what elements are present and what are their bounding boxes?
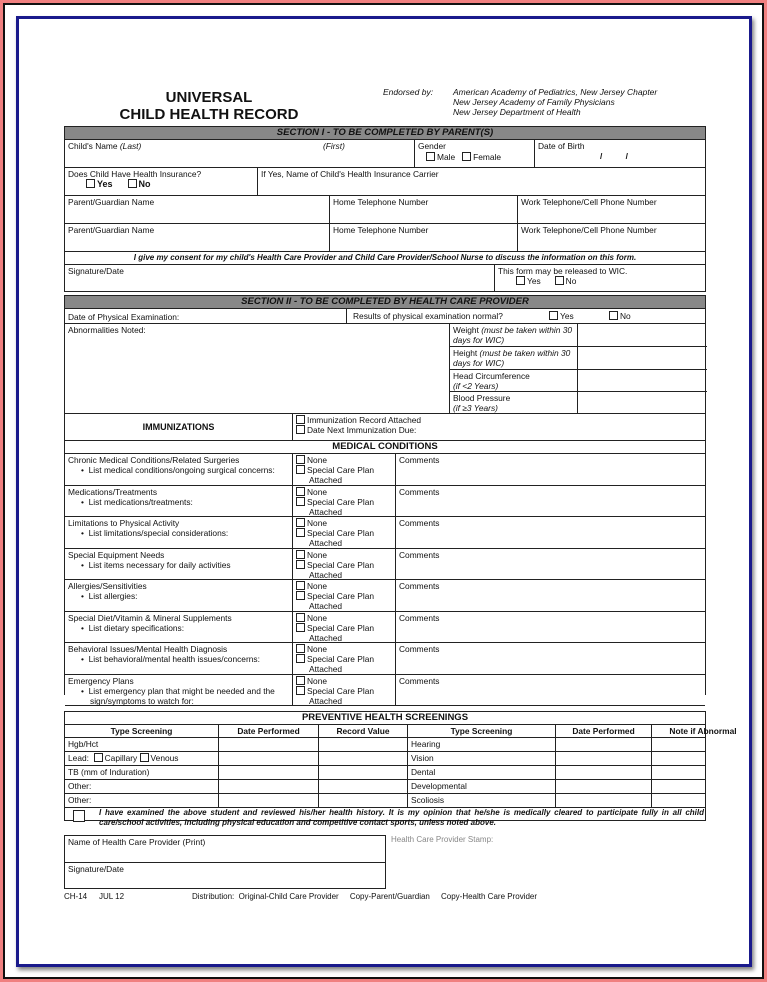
column-header: Date Performed [219,725,319,737]
medical-row [65,675,705,707]
label: Attached [309,506,343,517]
form-code: CH-14 [64,892,88,901]
column-header: Date Performed [556,725,652,737]
screening-type [65,738,219,751]
wic-yes-checkbox[interactable] [516,276,525,285]
label: Comments [399,455,440,465]
screening-input[interactable] [319,766,408,779]
label: Signature/Date [68,864,124,874]
label: Scoliosis [411,795,445,805]
none-checkbox[interactable] [296,581,305,590]
label: List dietary specifications: [88,622,185,633]
label: Special Care Plan [307,465,375,475]
condition-label [65,580,293,611]
label: No [620,311,631,321]
label: Attached [309,695,343,706]
bp-input[interactable] [578,392,707,414]
none-checkbox[interactable] [296,676,305,685]
care-plan-checkbox[interactable] [296,560,305,569]
label: Allergies/Sensitivities [68,581,147,591]
abnormalities-field[interactable] [65,324,450,413]
label: Special Care Plan [307,622,375,633]
provider-signature-field[interactable] [65,863,385,889]
care-plan-checkbox[interactable] [296,497,305,506]
label: Comments [399,549,440,560]
condition-label [65,454,293,485]
endorsed-label: Endorsed by: [383,87,434,97]
label: Date of Physical Examination: [68,312,180,322]
column-header: Record Value [319,725,408,737]
label: Lead: [68,753,89,763]
label: Work Telephone/Cell Phone Number [521,197,657,207]
screenings-header: PREVENTIVE HEALTH SCREENINGS [65,712,705,725]
label: Special Equipment Needs [68,549,165,560]
none-checkbox[interactable] [296,455,305,464]
immunization-options [293,414,707,440]
home-phone-field[interactable] [330,196,518,223]
label: Parent/Guardian Name [68,197,155,207]
label: Yes [560,311,574,321]
label: Date Next Immunization Due: [307,425,417,435]
label: Comments [399,581,440,591]
carrier-field[interactable] [258,168,707,195]
label: Comments [399,518,440,528]
none-checkbox[interactable] [296,487,305,496]
condition-label [65,675,293,706]
label: (must be taken within 30 days for WIC) [453,325,573,345]
label: None [307,486,328,497]
screening-input[interactable] [219,794,319,807]
condition-options [293,454,396,485]
screening-type [408,738,556,751]
work-phone-field[interactable] [518,196,707,223]
label: List medical conditions/ongoing surgical concerns: [88,465,275,475]
label: Yes [97,179,113,189]
screening-type [65,766,219,779]
label: List limitations/special considerations: [88,528,229,538]
label: None [307,581,328,591]
label: / / [600,151,628,161]
screening-type [408,766,556,779]
label: None [307,612,328,623]
dob-field[interactable] [535,140,706,167]
screening-input[interactable] [319,780,408,793]
label: Blood Pressure [453,393,511,403]
label: No [565,276,577,286]
screening-type [65,794,219,807]
title-line2: CHILD HEALTH RECORD [119,106,299,123]
section1-table [64,126,706,292]
screenings-header-row [65,725,737,738]
medical-row [65,549,705,581]
medical-row [65,486,705,518]
guardian-name-field[interactable] [65,196,330,223]
label: Home Telephone Number [333,197,429,207]
label: Gender [418,141,446,151]
work-phone-field[interactable] [518,224,707,251]
label: Special Care Plan [307,559,375,570]
label: Attached [309,538,343,548]
condition-label [65,517,293,548]
screening-input[interactable] [556,766,652,779]
condition-label [65,612,293,643]
label: (Last) [119,141,142,151]
none-checkbox[interactable] [296,518,305,527]
guardian-row [65,224,705,252]
none-checkbox[interactable] [296,550,305,559]
screening-type [65,780,219,793]
insurance-question [65,168,258,195]
normal-no-checkbox[interactable] [609,311,618,320]
comments-field[interactable] [396,580,707,611]
label: Other: [68,795,92,805]
label: Comments [399,644,440,654]
screening-row [65,780,705,794]
label: (First) [323,141,345,151]
label: None [307,644,328,654]
label: (if ≥3 Years) [453,403,498,413]
label: None [307,549,328,560]
none-checkbox[interactable] [296,644,305,653]
comments-field[interactable] [396,612,707,643]
bullet-icon: • [81,528,89,538]
section2-header: SECTION II - TO BE COMPLETED BY HEALTH CARE PROVIDER [65,296,705,309]
screening-input[interactable] [219,780,319,793]
height-label [450,347,577,370]
medical-row [65,612,705,644]
measures-values [578,324,707,413]
label: Home Telephone Number [333,225,429,235]
exam-row [65,309,705,324]
screening-input[interactable] [319,752,408,765]
medical-row [65,643,705,675]
condition-options [293,580,396,611]
condition-label [65,549,293,580]
screening-type [408,780,556,793]
medical-header: MEDICAL CONDITIONS [65,441,705,454]
label: If Yes, Name of Child's Health Insurance Carrier [261,169,439,179]
medical-row [65,454,705,486]
bullet-icon: • [81,496,89,507]
comments-field[interactable] [396,454,707,485]
screenings-table [64,711,737,827]
label: Special Care Plan [307,496,375,507]
screening-input[interactable] [652,766,754,779]
insurance-yes-checkbox[interactable] [86,179,95,188]
label: Developmental [411,781,467,791]
label: Abnormalities Noted: [68,325,146,335]
label: Comments [399,612,440,623]
distribution: Distribution: Original-Child Care Provider Copy-Parent/Guardian Copy-Health Care Provider [192,892,538,901]
label: Child's Name [68,141,118,151]
endorser: New Jersey Department of Health [453,107,581,117]
label: None [307,518,328,528]
label: Special Diet/Vitamin & Mineral Supplements [68,612,232,623]
label: Hgb/Hct [68,739,99,749]
label: Signature/Date [68,266,124,276]
none-checkbox[interactable] [296,613,305,622]
home-phone-field[interactable] [330,224,518,251]
label: Attached [309,601,343,611]
comments-field[interactable] [396,643,707,674]
bullet-icon: • [81,465,89,475]
head-label [450,370,577,392]
normal-yes-checkbox[interactable] [549,311,558,320]
weight-input[interactable] [578,324,707,347]
medical-row [65,580,705,612]
condition-label [65,643,293,674]
screening-input[interactable] [219,738,319,751]
screening-input[interactable] [319,738,408,751]
comments-field[interactable] [396,549,707,580]
label: Special Care Plan [307,591,375,601]
column-header: Type Screening [65,725,219,737]
signature-row [65,265,705,292]
provider-box [64,835,386,889]
screening-input[interactable] [556,780,652,793]
label: List medications/treatments: [88,496,193,507]
exam-date-field[interactable] [65,309,347,323]
screening-input[interactable] [652,780,754,793]
screening-row [65,738,705,752]
label: Height [453,348,478,358]
label: List allergies: [88,591,138,601]
wic-no-checkbox[interactable] [555,276,564,285]
bullet-icon: • [81,591,89,601]
label: Special Care Plan [307,528,375,538]
screening-input[interactable] [652,794,754,807]
screening-input[interactable] [319,794,408,807]
label: List items necessary for daily activities [88,559,231,570]
guardian-name-field[interactable] [65,224,330,251]
label: Yes [527,276,541,286]
imm-attached-checkbox[interactable] [296,415,305,424]
condition-options [293,675,396,706]
label: Results of physical examination normal? [353,311,503,321]
label: Special Care Plan [307,685,375,696]
comments-field[interactable] [396,517,707,548]
condition-options [293,643,396,674]
screening-input[interactable] [219,766,319,779]
label: Attached [309,632,343,643]
label: Date of Birth [538,141,585,151]
height-input[interactable] [578,347,707,370]
label: Dental [411,767,436,777]
screening-type [65,752,219,765]
condition-label [65,486,293,517]
label: Comments [399,486,440,497]
care-plan-checkbox[interactable] [296,623,305,632]
label: List emergency plan that might be needed and the sign/symptoms to watch for: [88,685,275,706]
screening-input[interactable] [556,794,652,807]
condition-options [293,549,396,580]
endorser: American Academy of Pediatrics, New Jersey Chapter [453,87,658,97]
section1-header: SECTION I - TO BE COMPLETED BY PARENT(S) [65,127,705,140]
label: Attached [309,475,343,485]
immunizations-row [65,414,705,441]
label: (if <2 Years) [453,381,499,391]
care-plan-checkbox[interactable] [296,465,305,474]
endorsers [453,87,657,117]
screening-input[interactable] [652,752,754,765]
insurance-row [65,168,705,196]
label: None [307,675,328,686]
label: Immunization Record Attached [307,415,422,425]
label: Venous [150,753,179,763]
weight-label [450,324,577,347]
label: Attached [309,569,343,580]
bullet-icon: • [81,622,89,633]
label: Emergency Plans [68,675,134,686]
signature-field[interactable] [65,265,495,292]
guardian-row [65,196,705,224]
label: Attached [309,664,343,674]
label: Female [473,152,502,162]
head-input[interactable] [578,370,707,392]
clearance-text: I have examined the above student and reviewed his/her health history. It is my opinion that he/she is medically cleared to participate fully in all child care/school activities, including physical education and competitive contact sports, unless noted above. [99,808,704,827]
child-name-field[interactable] [65,140,415,167]
label: Special Care Plan [307,654,375,664]
label: Hearing [411,739,441,749]
label: Behavioral Issues/Mental Health Diagnosis [68,644,228,654]
screening-type [408,752,556,765]
column-header: Type Screening [408,725,556,737]
male-checkbox[interactable] [426,152,435,161]
label: Name of Health Care Provider (Print) [68,837,206,847]
title-line1: UNIVERSAL [165,89,253,106]
bullet-icon: • [81,654,89,664]
label: This form may be released to WIC. [498,266,628,276]
insurance-no-checkbox[interactable] [128,179,137,188]
wic-field [495,265,707,292]
label: TB (mm of Induration) [68,767,150,777]
measures-labels [450,324,578,413]
label: Head Circumference [453,371,530,381]
stamp-label: Health Care Provider Stamp: [391,835,494,844]
care-plan-checkbox[interactable] [296,591,305,600]
care-plan-checkbox[interactable] [296,528,305,537]
screening-row [65,766,705,780]
exam-normal-field [347,309,707,323]
condition-options [293,486,396,517]
capillary-checkbox[interactable] [94,753,103,762]
screening-input[interactable] [652,738,754,751]
female-checkbox[interactable] [462,152,471,161]
clearance-row [65,808,705,827]
label: Does Child Have Health Insurance? [68,169,202,179]
label: Weight [453,325,479,335]
consent-text: I give my consent for my child's Health Care Provider and Child Care Provider/School Nurse to discuss the information on this form. [65,252,705,265]
label: None [307,455,328,465]
condition-options [293,517,396,548]
label: Parent/Guardian Name [68,225,155,235]
label: Chronic Medical Conditions/Related Surgeries [68,455,240,465]
provider-name-field[interactable] [65,836,385,863]
gender-field [415,140,535,167]
bp-label [450,392,577,414]
label: Limitations to Physical Activity [68,518,180,528]
label: Medications/Treatments [68,486,158,497]
screening-type [408,794,556,807]
screening-row [65,752,705,766]
bullet-icon: • [81,559,89,570]
endorser: New Jersey Academy of Family Physicians [453,97,615,107]
label: Capillary [104,753,138,763]
child-row [65,140,705,168]
screening-row [65,794,705,808]
label: Comments [399,675,440,686]
imm-next-checkbox[interactable] [296,425,305,434]
section2-table [64,295,706,706]
label: List behavioral/mental health issues/concerns: [88,654,260,664]
clearance-checkbox[interactable] [73,810,85,822]
form-page [16,16,752,967]
label: Other: [68,781,92,791]
form-date: JUL 12 [99,892,125,901]
immunizations-label: IMMUNIZATIONS [65,414,293,440]
label: No [138,179,151,189]
label: (must be taken within 30 days for WIC) [453,348,571,368]
label: Vision [411,753,434,763]
comments-field[interactable] [396,675,707,706]
label: Male [437,152,456,162]
screening-input[interactable] [556,738,652,751]
form-title [104,89,314,123]
venous-checkbox[interactable] [140,753,149,762]
screening-input[interactable] [556,752,652,765]
bullet-icon: • [81,685,89,696]
condition-options [293,612,396,643]
column-header: Note if Abnormal [669,726,737,736]
label: Work Telephone/Cell Phone Number [521,225,657,235]
care-plan-checkbox[interactable] [296,654,305,663]
medical-row [65,517,705,549]
screening-input[interactable] [219,752,319,765]
care-plan-checkbox[interactable] [296,686,305,695]
comments-field[interactable] [396,486,707,517]
abnormalities-row [65,324,705,414]
